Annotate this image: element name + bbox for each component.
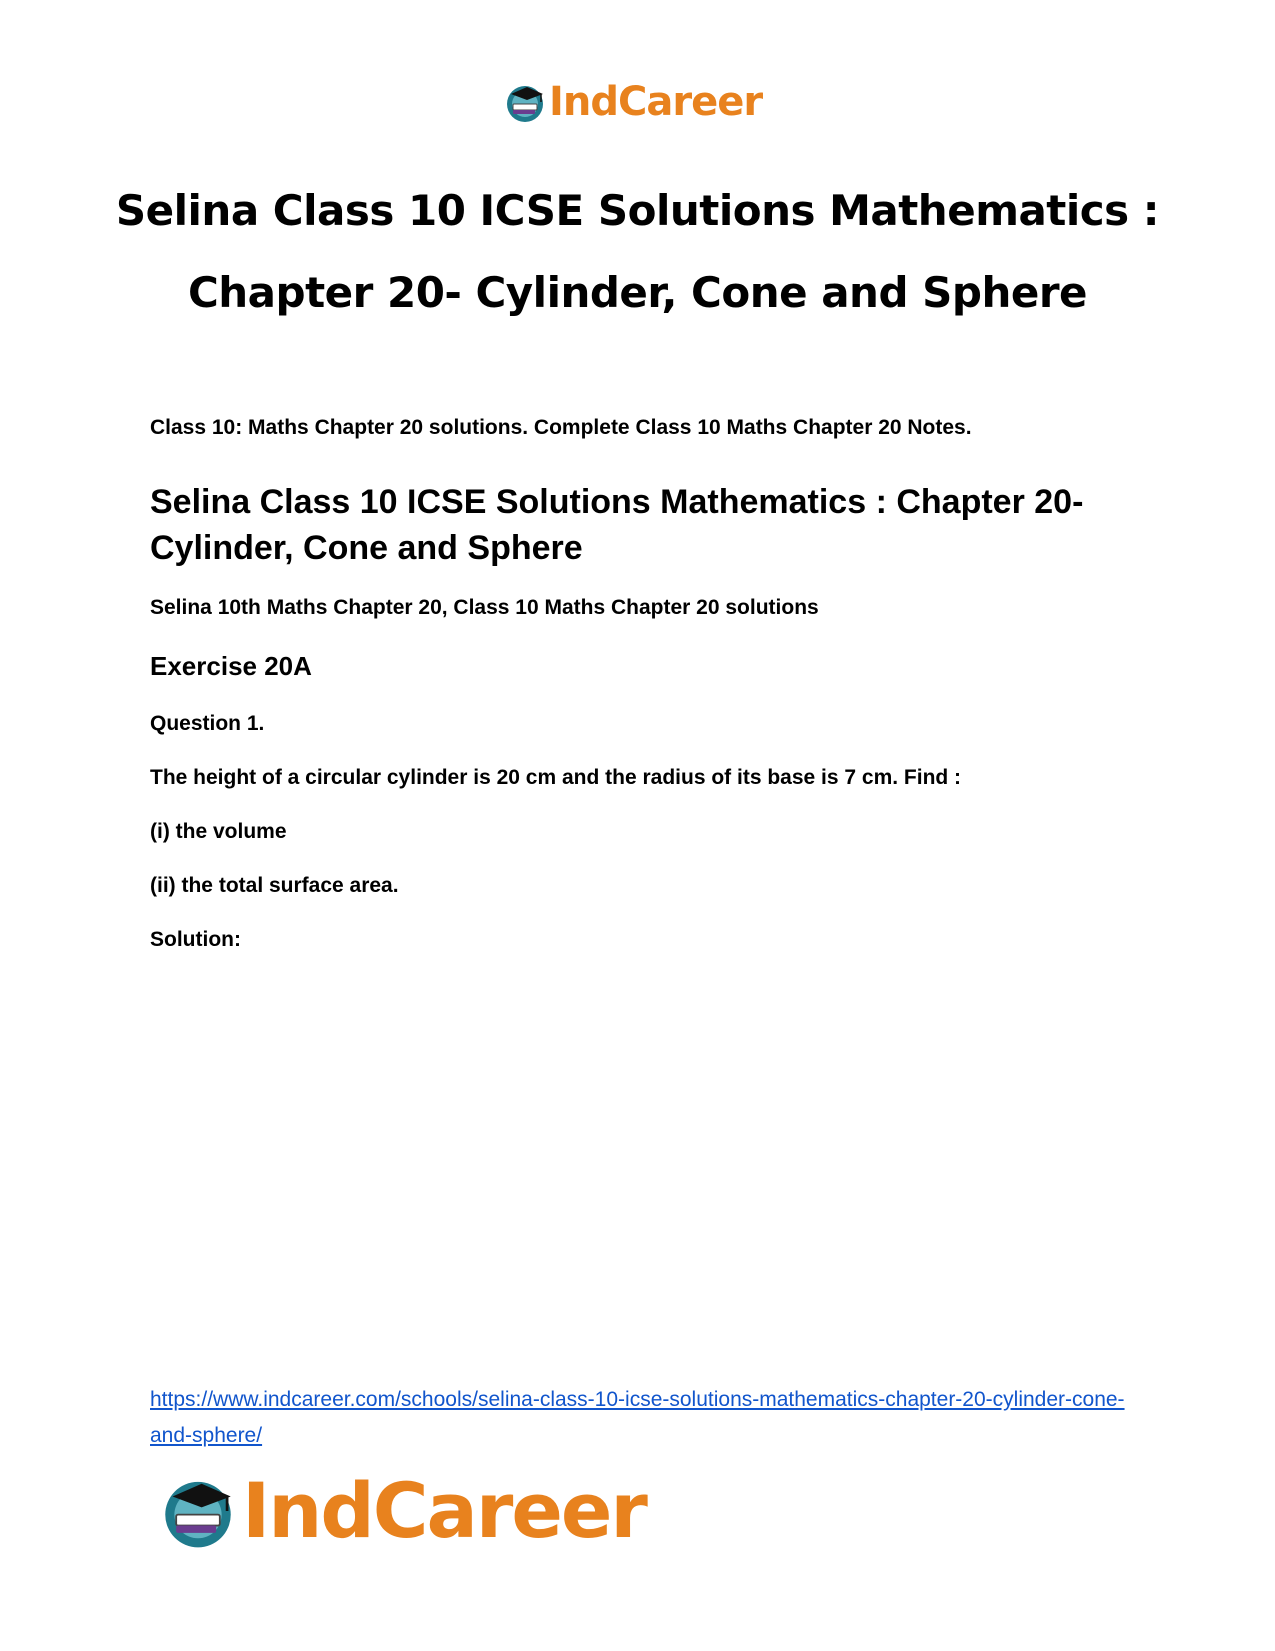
- indcareer-logo-footer: [158, 1466, 646, 1556]
- logo-wordmark: IndCareer: [242, 1466, 646, 1555]
- question-text: The height of a circular cylinder is 20 cm and the radius of its base is 7 cm. Find :: [150, 766, 962, 789]
- page-title: Selina Class 10 ICSE Solutions Mathematics : Chapter 20- Cylinder, Cone and Sphere: [115, 186, 1160, 317]
- subheading: Selina 10th Maths Chapter 20, Class 10 Maths Chapter 20 solutions: [150, 596, 819, 619]
- source-url-link[interactable]: https://www.indcareer.com/schools/selina-class-10-icse-solutions-mathematics-chapter-20-cylinder-cone-and-sphere/: [150, 1388, 1125, 1447]
- solution-label: Solution:: [150, 928, 241, 951]
- graduation-globe-icon: [158, 1471, 238, 1551]
- exercise-heading: Exercise 20A: [150, 651, 312, 681]
- intro-text: Class 10: Maths Chapter 20 solutions. Complete Class 10 Maths Chapter 20 Notes.: [150, 416, 972, 439]
- section-heading: Selina Class 10 ICSE Solutions Mathematics : Chapter 20- Cylinder, Cone and Sphere: [150, 483, 1084, 567]
- question-label: Question 1.: [150, 712, 265, 735]
- question-part-2: (ii) the total surface area.: [150, 874, 399, 897]
- question-part-1: (i) the volume: [150, 820, 287, 843]
- document-body: [150, 413, 1140, 955]
- indcareer-logo-header: [503, 78, 762, 126]
- logo-wordmark: IndCareer: [549, 79, 763, 125]
- graduation-globe-icon: [503, 80, 547, 124]
